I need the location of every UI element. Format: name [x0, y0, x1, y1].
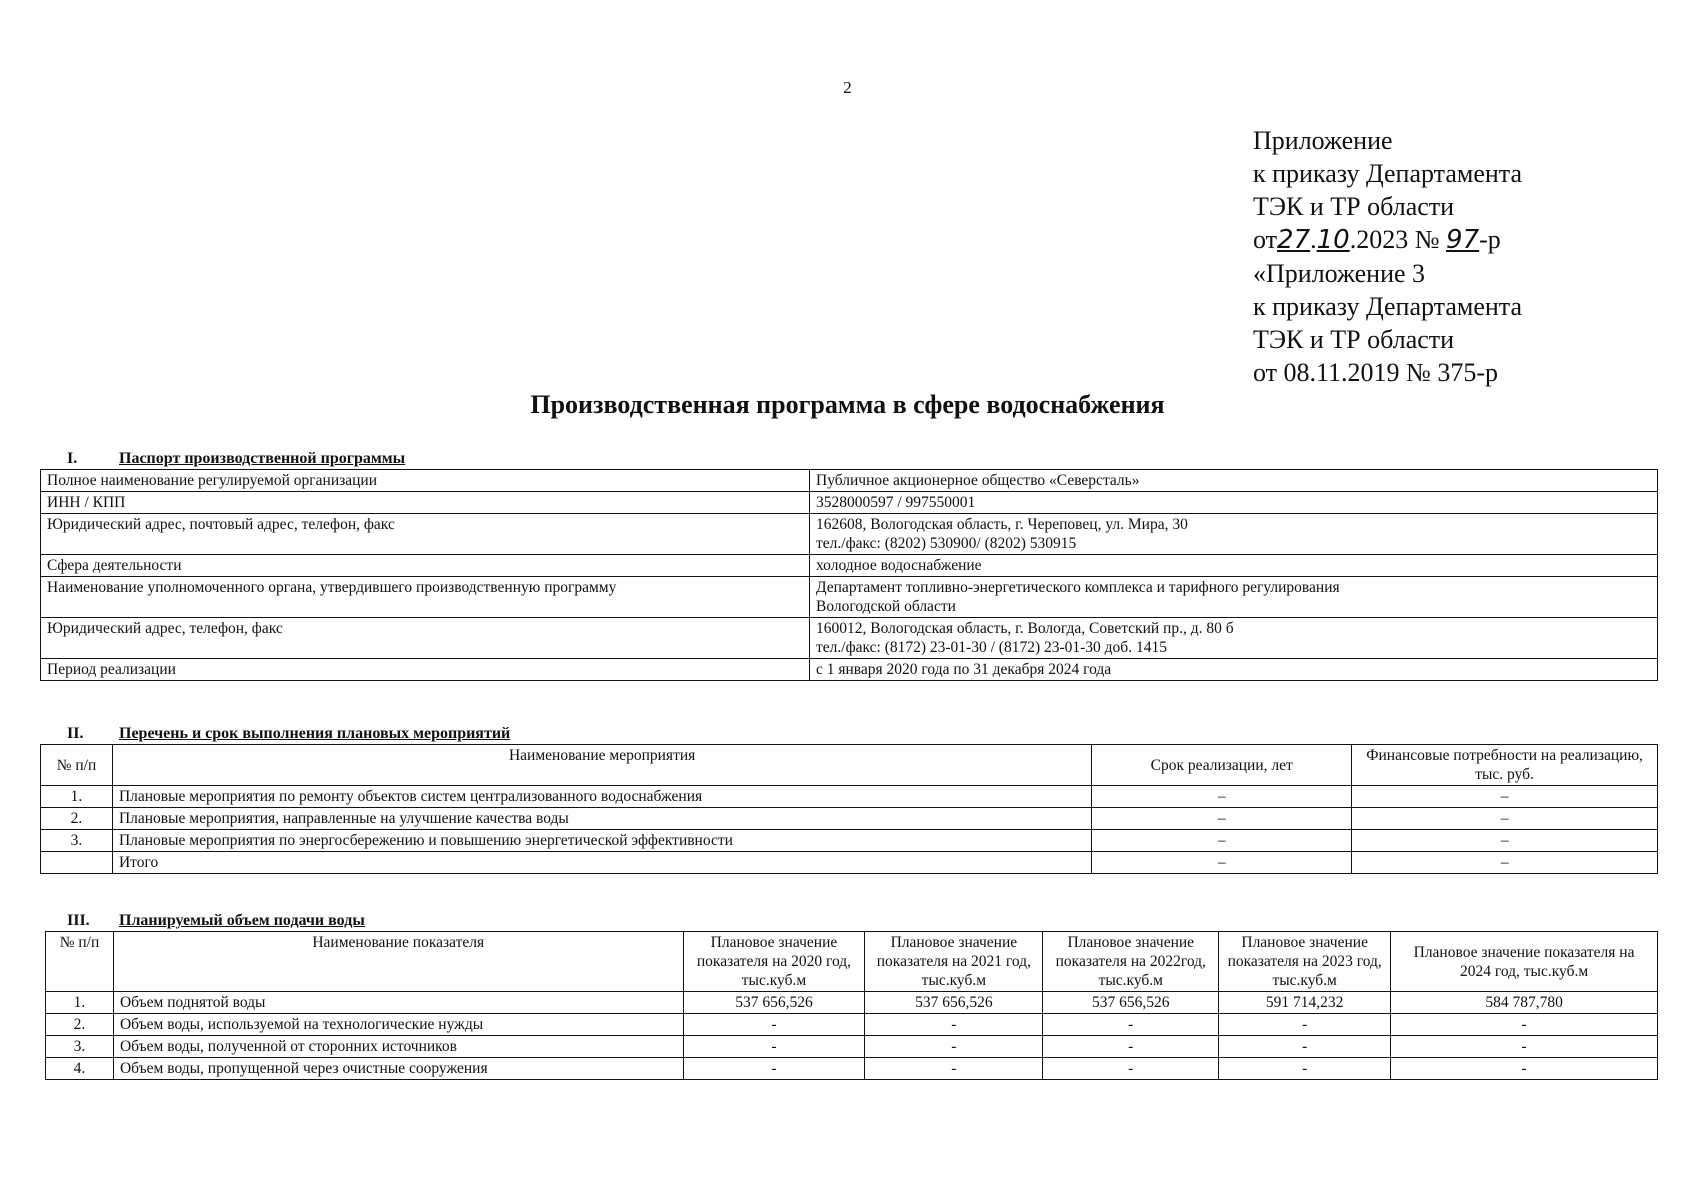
- table-row: [41, 555, 1658, 577]
- passport-value-line: Департамент топливно-энергетического комплекса и тарифного регулирования: [816, 579, 1340, 596]
- indicator-value: -: [1391, 1014, 1658, 1036]
- passport-value-line: тел./факс: (8172) 23-01-30 / (8172) 23-01-30 доб. 1415: [816, 639, 1167, 656]
- measure-name: Плановые мероприятия, направленные на улучшение качества воды: [112, 808, 1091, 830]
- annex-line: ТЭК и ТР области: [1253, 325, 1455, 354]
- passport-value: [810, 618, 1658, 659]
- indicator-value: -: [1219, 1058, 1391, 1080]
- passport-value: [810, 492, 1658, 514]
- section-number: III.: [67, 912, 90, 929]
- indicator-value: -: [1219, 1036, 1391, 1058]
- table-row: [46, 992, 1658, 1014]
- measure-term: –: [1092, 786, 1352, 808]
- annex-line: от 08.11.2019 № 375-р: [1253, 358, 1499, 387]
- indicator-value: -: [865, 1036, 1043, 1058]
- annex-line: Приложение: [1253, 126, 1393, 155]
- table-row: [41, 470, 1658, 492]
- passport-label: Наименование уполномоченного органа, утвердившего производственную программу: [41, 577, 810, 618]
- header-year-value: Плановое значение показателя на 2020 год, тыс.куб.м: [683, 932, 865, 992]
- table-header-row: [41, 745, 1658, 786]
- header-year-value: Плановое значение показателя на 2023 год, тыс.куб.м: [1219, 932, 1391, 992]
- measure-name: Плановые мероприятия по ремонту объектов систем централизованного водоснабжения: [112, 786, 1091, 808]
- section2-heading: [67, 725, 510, 743]
- section3-heading: [67, 912, 365, 930]
- passport-value-line: 3528000597 / 997550001: [816, 494, 976, 511]
- measure-name: Плановые мероприятия по энергосбережению и повышению энергетической эффективности: [112, 830, 1091, 852]
- order-suffix: -р: [1479, 225, 1501, 254]
- annex-line: ТЭК и ТР области: [1253, 192, 1455, 221]
- passport-value: [810, 514, 1658, 555]
- indicator-value: 537 656,526: [683, 992, 865, 1014]
- passport-value-line: холодное водоснабжение: [816, 557, 982, 574]
- indicator-value: 537 656,526: [1043, 992, 1219, 1014]
- table-header-row: [46, 932, 1658, 992]
- indicator-value: 537 656,526: [865, 992, 1043, 1014]
- indicator-value: -: [1043, 1058, 1219, 1080]
- header-finance: Финансовые потребности на реализацию, тыс. руб.: [1352, 745, 1658, 786]
- row-no: 3.: [46, 1036, 114, 1058]
- indicator-value: -: [1219, 1014, 1391, 1036]
- indicator-value: -: [1391, 1036, 1658, 1058]
- indicator-value: -: [683, 1058, 865, 1080]
- row-no: 4.: [46, 1058, 114, 1080]
- passport-value-line: 160012, Вологодская область, г. Вологда, Советский пр., д. 80 б: [816, 620, 1234, 637]
- indicator-value: 591 714,232: [1219, 992, 1391, 1014]
- annex-order-line: [1253, 223, 1522, 257]
- table-row: [41, 808, 1658, 830]
- passport-value: [810, 577, 1658, 618]
- measure-finance: –: [1352, 808, 1658, 830]
- order-prefix: от: [1253, 225, 1278, 254]
- header-name: Наименование показателя: [113, 932, 683, 992]
- table-row: [41, 852, 1658, 874]
- measures-table: [40, 744, 1658, 874]
- row-no: 3.: [41, 830, 113, 852]
- water-volume-table: [45, 931, 1658, 1080]
- section-title: Планируемый объем подачи воды: [119, 912, 365, 929]
- row-no: 1.: [46, 992, 114, 1014]
- row-no: [41, 852, 113, 874]
- table-row: [41, 492, 1658, 514]
- passport-table: [40, 469, 1658, 681]
- row-no: 2.: [41, 808, 113, 830]
- order-month-handwritten: 10: [1316, 225, 1350, 255]
- header-term: Срок реализации, лет: [1092, 745, 1352, 786]
- section-title: Перечень и срок выполнения плановых мероприятий: [119, 725, 511, 742]
- passport-value-line: Вологодской области: [816, 598, 956, 615]
- header-name: Наименование мероприятия: [112, 745, 1091, 786]
- section-number: II.: [67, 725, 84, 742]
- table-row: [41, 830, 1658, 852]
- indicator-value: -: [865, 1014, 1043, 1036]
- order-sep: .: [1310, 225, 1317, 254]
- annex-block: [1253, 124, 1522, 389]
- passport-value: [810, 659, 1658, 681]
- order-year-no: .2023 №: [1349, 225, 1440, 254]
- section-number: I.: [67, 450, 78, 467]
- passport-label: ИНН / КПП: [41, 492, 810, 514]
- passport-value: [810, 555, 1658, 577]
- indicator-name: Объем воды, используемой на технологические нужды: [113, 1014, 683, 1036]
- row-no: 2.: [46, 1014, 114, 1036]
- passport-label: Сфера деятельности: [41, 555, 810, 577]
- passport-value-line: с 1 января 2020 года по 31 декабря 2024 года: [816, 661, 1112, 678]
- indicator-value: -: [683, 1036, 865, 1058]
- measure-term: –: [1092, 852, 1352, 874]
- indicator-value: -: [1043, 1036, 1219, 1058]
- table-row: [46, 1036, 1658, 1058]
- order-number-handwritten: 97: [1446, 225, 1480, 255]
- table-row: [46, 1058, 1658, 1080]
- table-row: [41, 659, 1658, 681]
- header-no: № п/п: [41, 745, 113, 786]
- header-year-value: Плановое значение показателя на 2022год, тыс.куб.м: [1043, 932, 1219, 992]
- passport-value: [810, 470, 1658, 492]
- section-title: Паспорт производственной программы: [119, 450, 406, 467]
- order-day-handwritten: 27: [1277, 225, 1311, 255]
- row-no: 1.: [41, 786, 113, 808]
- measure-finance: –: [1352, 786, 1658, 808]
- indicator-value: 584 787,780: [1391, 992, 1658, 1014]
- indicator-name: Объем воды, полученной от сторонних источников: [113, 1036, 683, 1058]
- table-row: [46, 1014, 1658, 1036]
- measure-finance: –: [1352, 852, 1658, 874]
- indicator-name: Объем воды, пропущенной через очистные сооружения: [113, 1058, 683, 1080]
- table-row: [41, 786, 1658, 808]
- passport-label: Период реализации: [41, 659, 810, 681]
- annex-line: «Приложение 3: [1253, 259, 1426, 288]
- passport-value-line: тел./факс: (8202) 530900/ (8202) 530915: [816, 535, 1077, 552]
- passport-label: Полное наименование регулируемой организации: [41, 470, 810, 492]
- header-year-value: Плановое значение показателя на 2021 год, тыс.куб.м: [865, 932, 1043, 992]
- header-year-value: Плановое значение показателя на 2024 год, тыс.куб.м: [1391, 932, 1658, 992]
- table-row: [41, 577, 1658, 618]
- passport-label: Юридический адрес, телефон, факс: [41, 618, 810, 659]
- indicator-value: -: [683, 1014, 865, 1036]
- section1-heading: [67, 450, 405, 468]
- page-number: 2: [843, 78, 852, 97]
- passport-label: Юридический адрес, почтовый адрес, телефон, факс: [41, 514, 810, 555]
- header-no: № п/п: [46, 932, 114, 992]
- annex-line: к приказу Департамента: [1253, 159, 1523, 188]
- indicator-value: -: [1391, 1058, 1658, 1080]
- measure-term: –: [1092, 830, 1352, 852]
- table-row: [41, 514, 1658, 555]
- passport-value-line: Публичное акционерное общество «Северсталь»: [816, 472, 1140, 489]
- indicator-name: Объем поднятой воды: [113, 992, 683, 1014]
- indicator-value: -: [1043, 1014, 1219, 1036]
- document-title: Производственная программа в сфере водоснабжения: [530, 390, 1165, 419]
- table-row: [41, 618, 1658, 659]
- indicator-value: -: [865, 1058, 1043, 1080]
- passport-value-line: 162608, Вологодская область, г. Череповец, ул. Мира, 30: [816, 516, 1188, 533]
- measure-finance: –: [1352, 830, 1658, 852]
- annex-line: к приказу Департамента: [1253, 292, 1523, 321]
- measure-term: –: [1092, 808, 1352, 830]
- measure-name: Итого: [112, 852, 1091, 874]
